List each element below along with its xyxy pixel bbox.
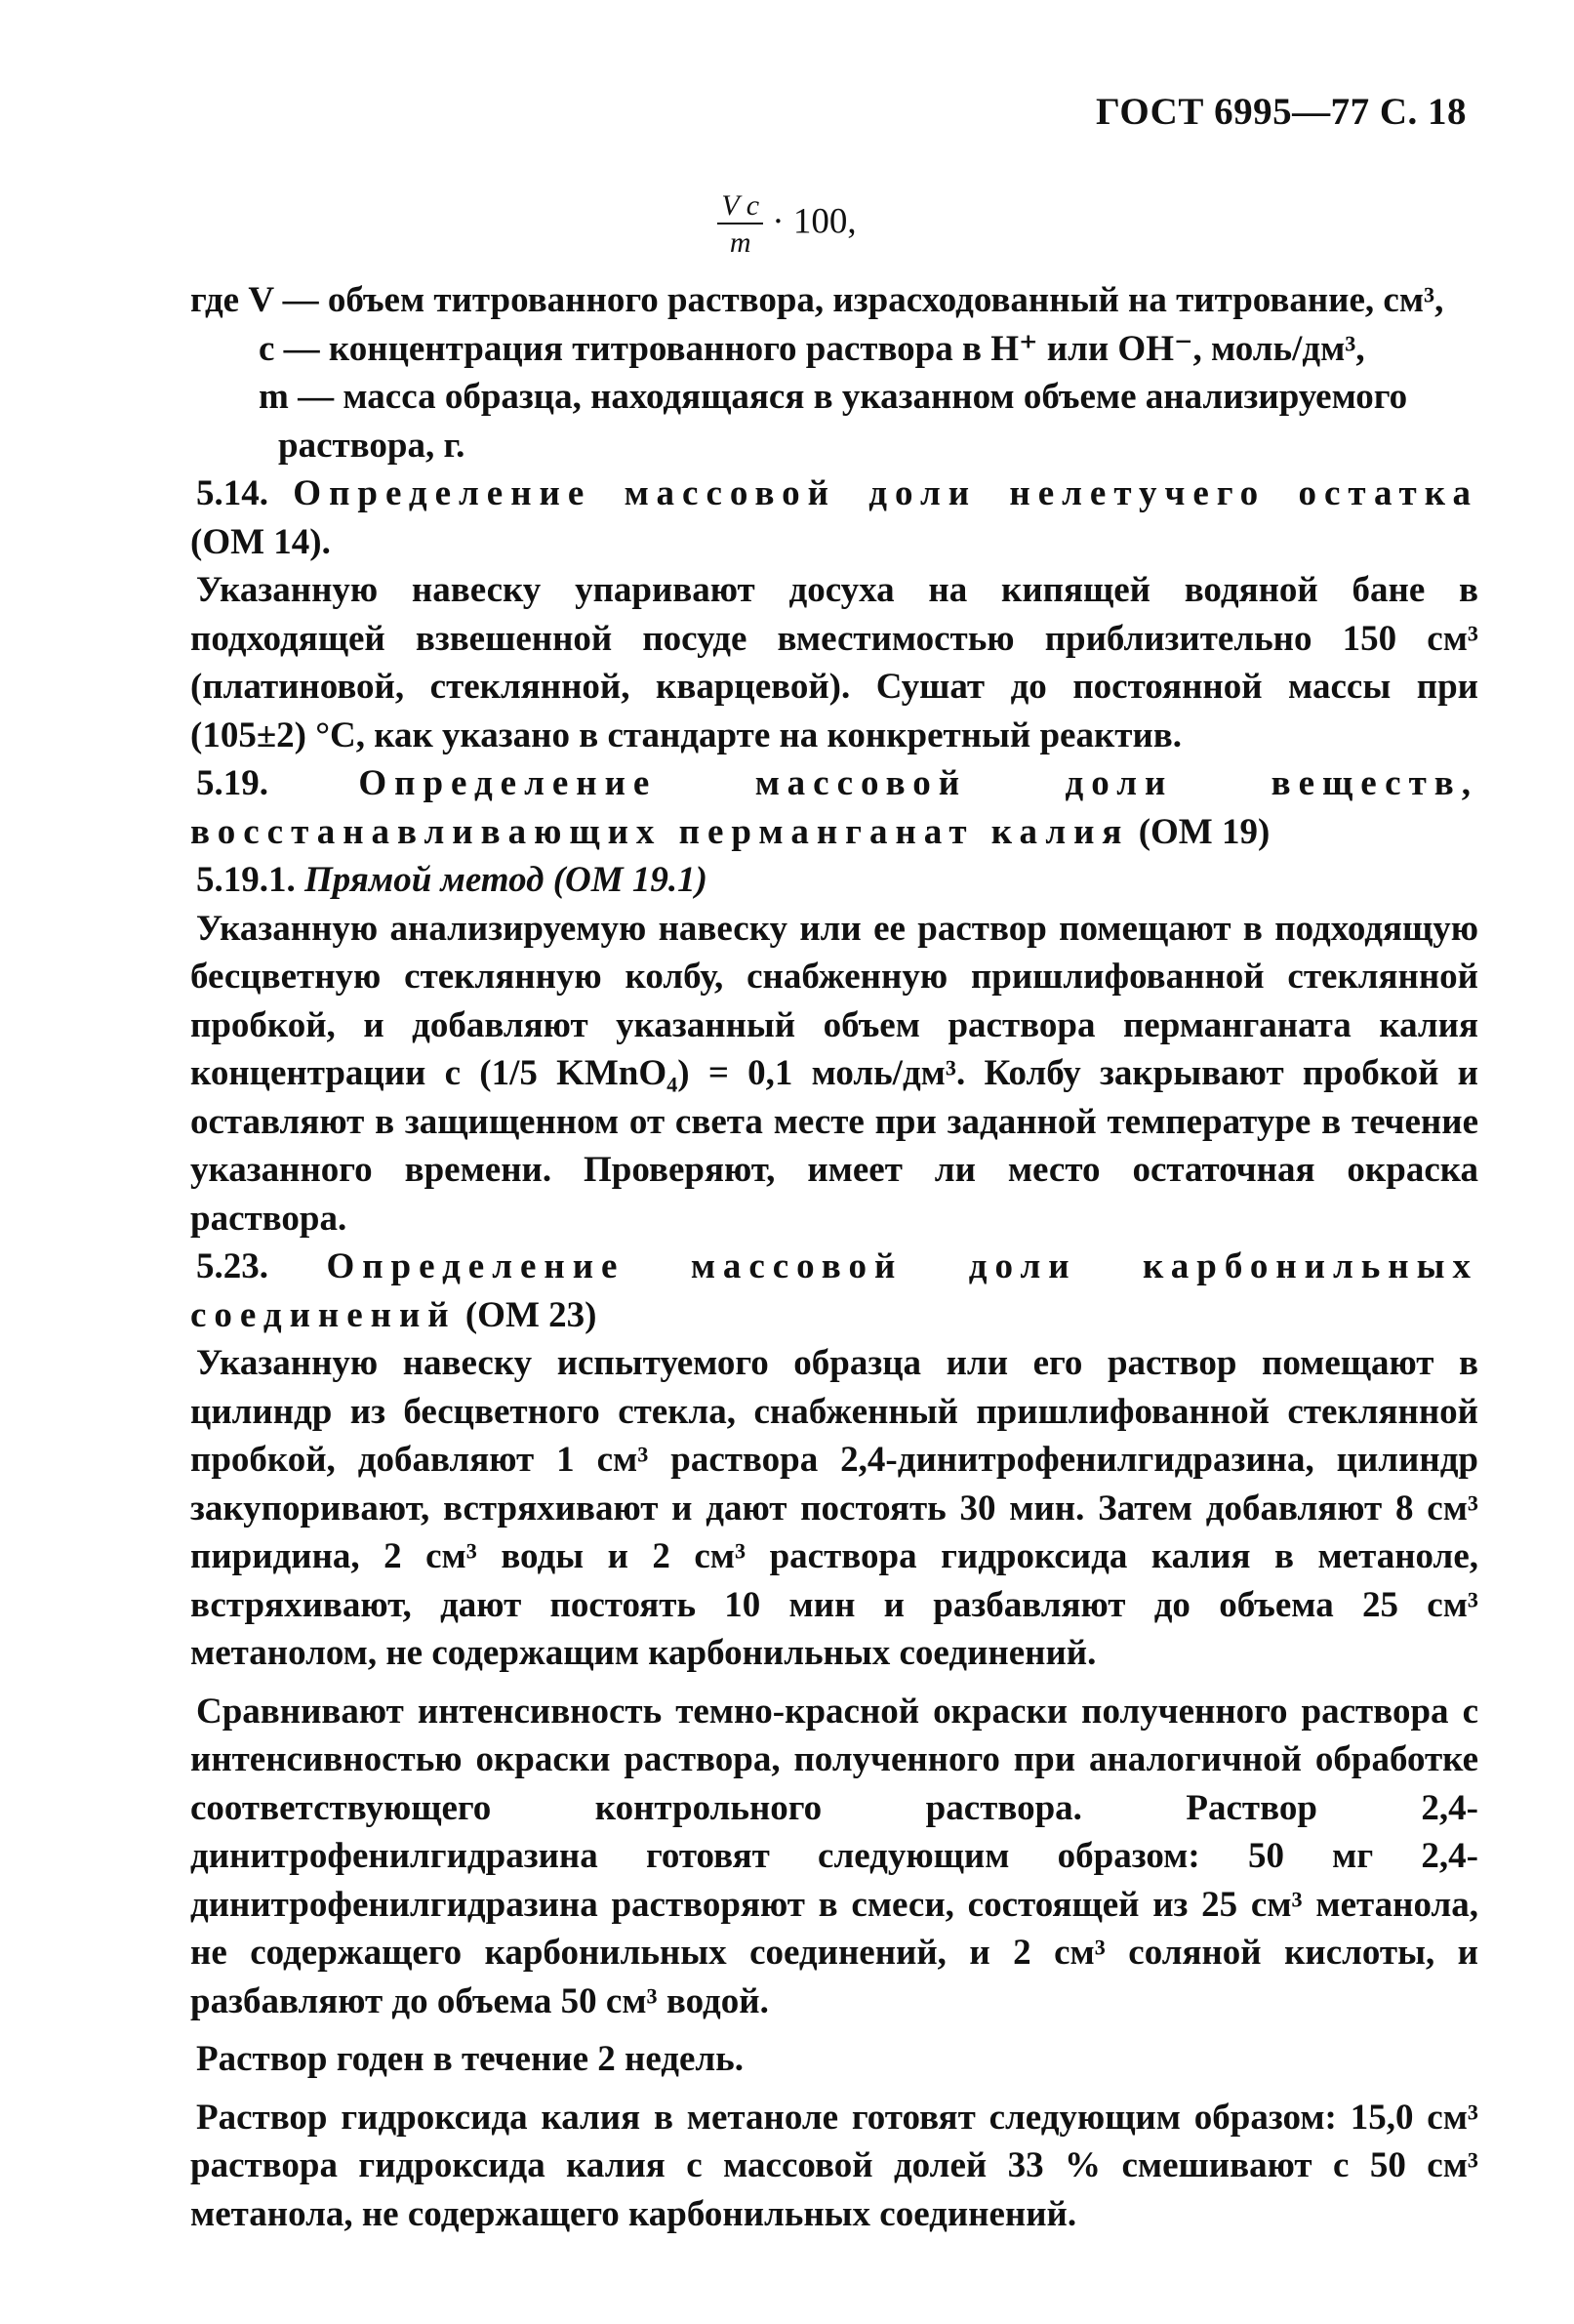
paragraph: Указанную анализируемую навеску или ее раствор помещают в подходящую бесцветную стеклянную колбу, снабженную пришлифованной стеклянной пробкой, и добавляют указанный объем раствора перманганата калия концентрации c (1/5 KMnO₄) = 0,1 моль/дм³. Колбу закрывают пробкой и оставляют в защищенном от света месте при заданной температуре в течение указанного времени. Проверяют, имеет ли место остаточная окраска раствора.	[190, 908, 1478, 1239]
section-title: Определение массовой доли карбонильных соединений	[190, 1246, 1479, 1335]
section-code: (ОМ 23)	[464, 1294, 597, 1335]
section-title: Определение массовой доли нелетучего остатка	[293, 473, 1478, 513]
section-number: 5.23.	[196, 1246, 268, 1286]
section-5-14-heading	[190, 469, 1478, 566]
paragraph: Указанную навеску упаривают досуха на кипящей водяной бане в подходящей взвешенной посуде вместимостью приблизительно 150 см³ (платиновой, стеклянной, кварцевой). Сушат до постоянной массы при (105±2) °C, как указано в стандарте на конкретный реактив.	[190, 570, 1478, 755]
definition-v: где V — объем титрованного раствора, израсходованный на титрование, см³,	[190, 280, 1444, 320]
document-body	[190, 276, 1478, 2238]
formula-tail: · 100,	[772, 201, 857, 242]
section-title: Прямой метод (ОМ 19.1)	[304, 860, 707, 900]
formula-numerator: V c	[717, 191, 763, 224]
section-number: 5.19.1.	[196, 860, 296, 900]
section-number: 5.14.	[196, 473, 268, 513]
section-title: Определение массовой доли веществ, восстанавливающих перманганат калия	[190, 763, 1478, 852]
section-code: (ОМ 19)	[1138, 811, 1271, 852]
paragraph: Раствор годен в течение 2 недель.	[196, 2039, 744, 2079]
formula	[0, 191, 1574, 258]
section-code: (ОМ 14).	[190, 521, 331, 562]
page-header: ГОСТ 6995—77 С. 18	[1096, 91, 1467, 133]
section-5-19-heading	[190, 759, 1478, 856]
formula-fraction	[717, 191, 763, 258]
formula-denominator: m	[729, 226, 751, 259]
definition-c: c — концентрация титрованного раствора в H⁺ или OH⁻, моль/дм³,	[259, 328, 1365, 369]
section-number: 5.19.	[196, 763, 268, 803]
section-5-23-heading	[190, 1243, 1478, 1339]
section-5-19-1-heading	[190, 856, 1478, 905]
paragraph: Сравнивают интенсивность темно-красной окраски полученного раствора с интенсивностью окраски раствора, полученного при аналогичной обработке соответствующего контрольного раствора. Раствор 2,4-динитрофенилгидразина готовят следующим образом: 50 мг 2,4-динитрофенилгидразина растворяют в смеси, состоящей из 25 см³ метанола, не содержащего карбонильных соединений, и 2 см³ соляной кислоты, и разбавляют до объема 50 см³ водой.	[190, 1691, 1478, 2021]
definition-m-cont: раствора, г.	[278, 425, 465, 466]
paragraph: Раствор гидроксида калия в метаноле готовят следующим образом: 15,0 см³ раствора гидроксида калия с массовой долей 33 % смешивают с 50 см³ метанола, не содержащего карбонильных соединений.	[190, 2097, 1478, 2234]
paragraph: Указанную навеску испытуемого образца или его раствор помещают в цилиндр из бесцветного стекла, снабженный пришлифованной стеклянной пробкой, добавляют 1 см³ раствора 2,4-динитрофенилгидразина, цилиндр закупоривают, встряхивают и дают постоять 30 мин. Затем добавляют 8 см³ пиридина, 2 см³ воды и 2 см³ раствора гидроксида калия в метаноле, встряхивают, дают постоять 10 мин и разбавляют до объема 25 см³ метанолом, не содержащим карбонильных соединений.	[190, 1343, 1478, 1673]
definition-m: m — масса образца, находящаяся в указанном объеме анализируемого	[259, 377, 1408, 417]
